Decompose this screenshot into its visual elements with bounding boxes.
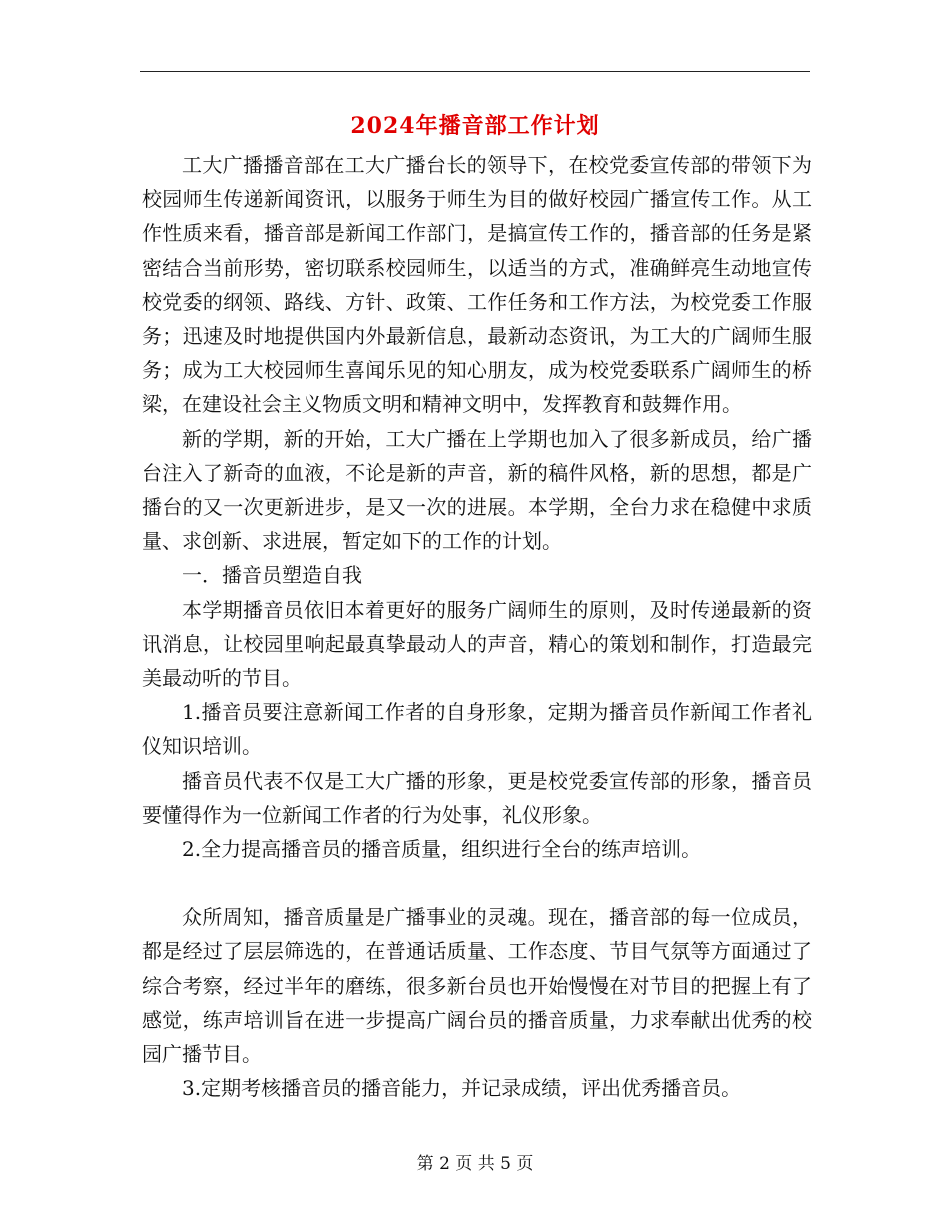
paragraph-intro: 工大广播播音部在工大广播台长的领导下，在校党委宣传部的带领下为校园师生传递新闻资讯，以服务于师生为目的做好校园广播宣传工作。从工作性质来看，播音部是新闻工作部门，是搞宣传工作的，播音部的任务是紧密结合当前形势，密切联系校园师生，以适当的方式，准确鲜亮生动地宣传校党委的纲领、路线、方针、政策、工作任务和工作方法，为校党委工作服务；迅速及时地提供国内外最新信息，最新动态资讯，为工大的广阔师生服务；成为工大校园师生喜闻乐见的知心朋友，成为校党委联系广阔师生的桥梁，在建设社会主义物质文明和精神文明中，发挥教育和鼓舞作用。 <box>142 153 812 417</box>
page-number: 第 2 页 共 5 页 <box>416 1154 534 1174</box>
document-body <box>142 148 812 1105</box>
list-item-2: 2.全力提高播音员的播音质量，组织进行全台的练声培训。 <box>182 837 702 862</box>
section-heading-1: 一．播音员塑造自我 <box>182 563 362 588</box>
list-item-3: 3.定期考核播音员的播音能力，并记录成绩，评出优秀播音员。 <box>182 1076 742 1101</box>
document-title: 2024年播音部工作计划 <box>350 113 600 139</box>
paragraph-section-1-intro: 本学期播音员依旧本着更好的服务广阔师生的原则，及时传递最新的资讯消息，让校园里响起最真挚最动人的声音，精心的策划和制作，打造最完美最动听的节目。 <box>142 597 812 691</box>
paragraph-quality: 众所周知，播音质量是广播事业的灵魂。现在，播音部的每一位成员，都是经过了层层筛选的，在普通话质量、工作态度、节目气氛等方面通过了综合考察，经过半年的磨练，很多新台员也开始慢慢在对节目的把握上有了感觉，练声培训旨在进一步提高广阔台员的播音质量，力求奉献出优秀的校园广播节目。 <box>142 905 812 1067</box>
paragraph-image: 播音员代表不仅是工大广播的形象，更是校党委宣传部的形象，播音员要懂得作为一位新闻工作者的行为处事，礼仪形象。 <box>142 768 812 827</box>
header-rule <box>140 71 810 72</box>
page-footer <box>0 1152 950 1176</box>
list-item-1: 1.播音员要注意新闻工作者的自身形象，定期为播音员作新闻工作者礼仪知识培训。 <box>142 700 812 759</box>
paragraph-new-semester: 新的学期，新的开始，工大广播在上学期也加入了很多新成员，给广播台注入了新奇的血液，不论是新的声音，新的稿件风格，新的思想，都是广播台的又一次更新进步，是又一次的进展。本学期，全台力求在稳健中求质量、求创新、求进展，暂定如下的工作的计划。 <box>142 426 812 554</box>
